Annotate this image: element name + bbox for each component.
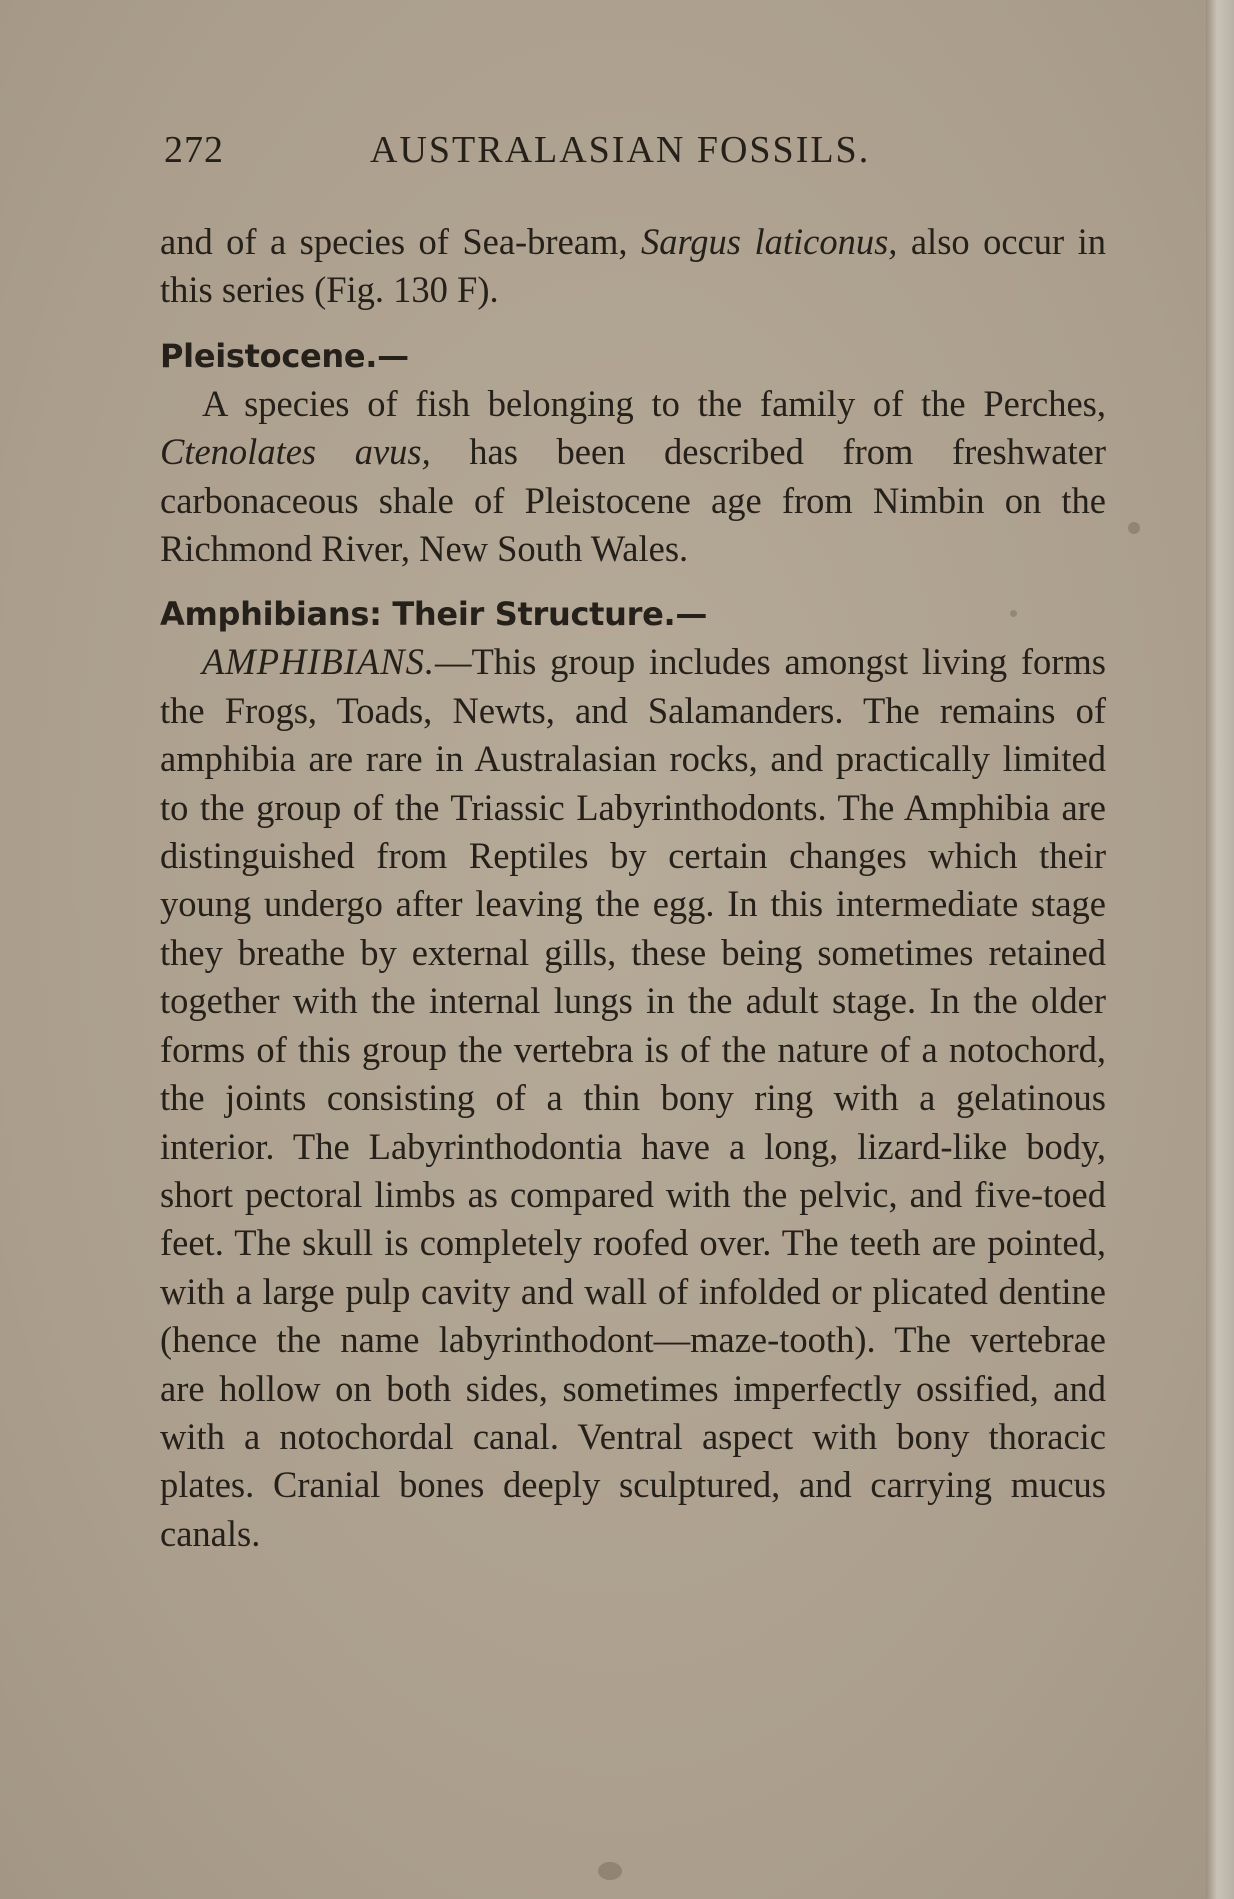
continuation-text: and of a species of Sea-bream,	[160, 221, 641, 262]
pleistocene-paragraph	[160, 380, 1106, 574]
species-name: Sargus laticonus,	[640, 221, 898, 262]
pleistocene-text: A species of fish belonging to the family of the Perches,	[202, 382, 1106, 424]
pleistocene-text-end: has been described from freshwater carbonaceous shale of Pleistocene age from Nimbin on the Richmond River, New South Wales.	[160, 431, 1106, 570]
species-name: Ctenolates avus,	[160, 431, 431, 473]
page-number: 272	[164, 129, 224, 171]
running-title: AUSTRALASIAN FOSSILS.	[370, 129, 871, 171]
continuation-text-end: also occur in this series (Fig. 130 F).	[160, 221, 1106, 311]
section-heading-pleistocene: Pleistocene.—	[160, 336, 409, 375]
page-edge	[1206, 0, 1234, 1899]
paper-speck	[1128, 522, 1140, 534]
amphibians-paragraph	[160, 638, 1106, 1558]
lead-word: AMPHIBIANS.	[202, 641, 435, 683]
amphibians-text: —This group includes amongst living forms the Frogs, Toads, Newts, and Salamanders. The remains of amphibia are rare in Australasian rocks, and practically limited to the group of the Triassic Labyrinthodonts. The Amphibia are distinguished from Reptiles by certain changes which their young undergo after leaving the egg. In this intermediate stage they breathe by external gills, these being sometimes retained together with the internal lungs in the adult stage. In the older forms of this group the vertebra is of the nature of a notochord, the joints consisting of a thin bony ring with a gelatinous interior. The Labyrinthodontia have a long, lizard-like body, short pectoral limbs as compared with the pelvic, and five-toed feet. The skull is completely roofed over. The teeth are pointed, with a large pulp cavity and wall of infolded or plicated dentine (hence the name labyrinthodont—maze-tooth). The vertebrae are hollow on both sides, sometimes imperfectly ossified, and with a notochordal canal. Ventral aspect with bony thoracic plates. Cranial bones deeply sculptured, and carrying mucus canals.	[160, 641, 1106, 1554]
page-content	[160, 218, 1106, 1558]
running-header	[160, 128, 920, 178]
section-heading-amphibians: Amphibians: Their Structure.—	[160, 595, 708, 634]
paper-speck	[598, 1862, 622, 1880]
continuation-paragraph	[160, 218, 1106, 315]
